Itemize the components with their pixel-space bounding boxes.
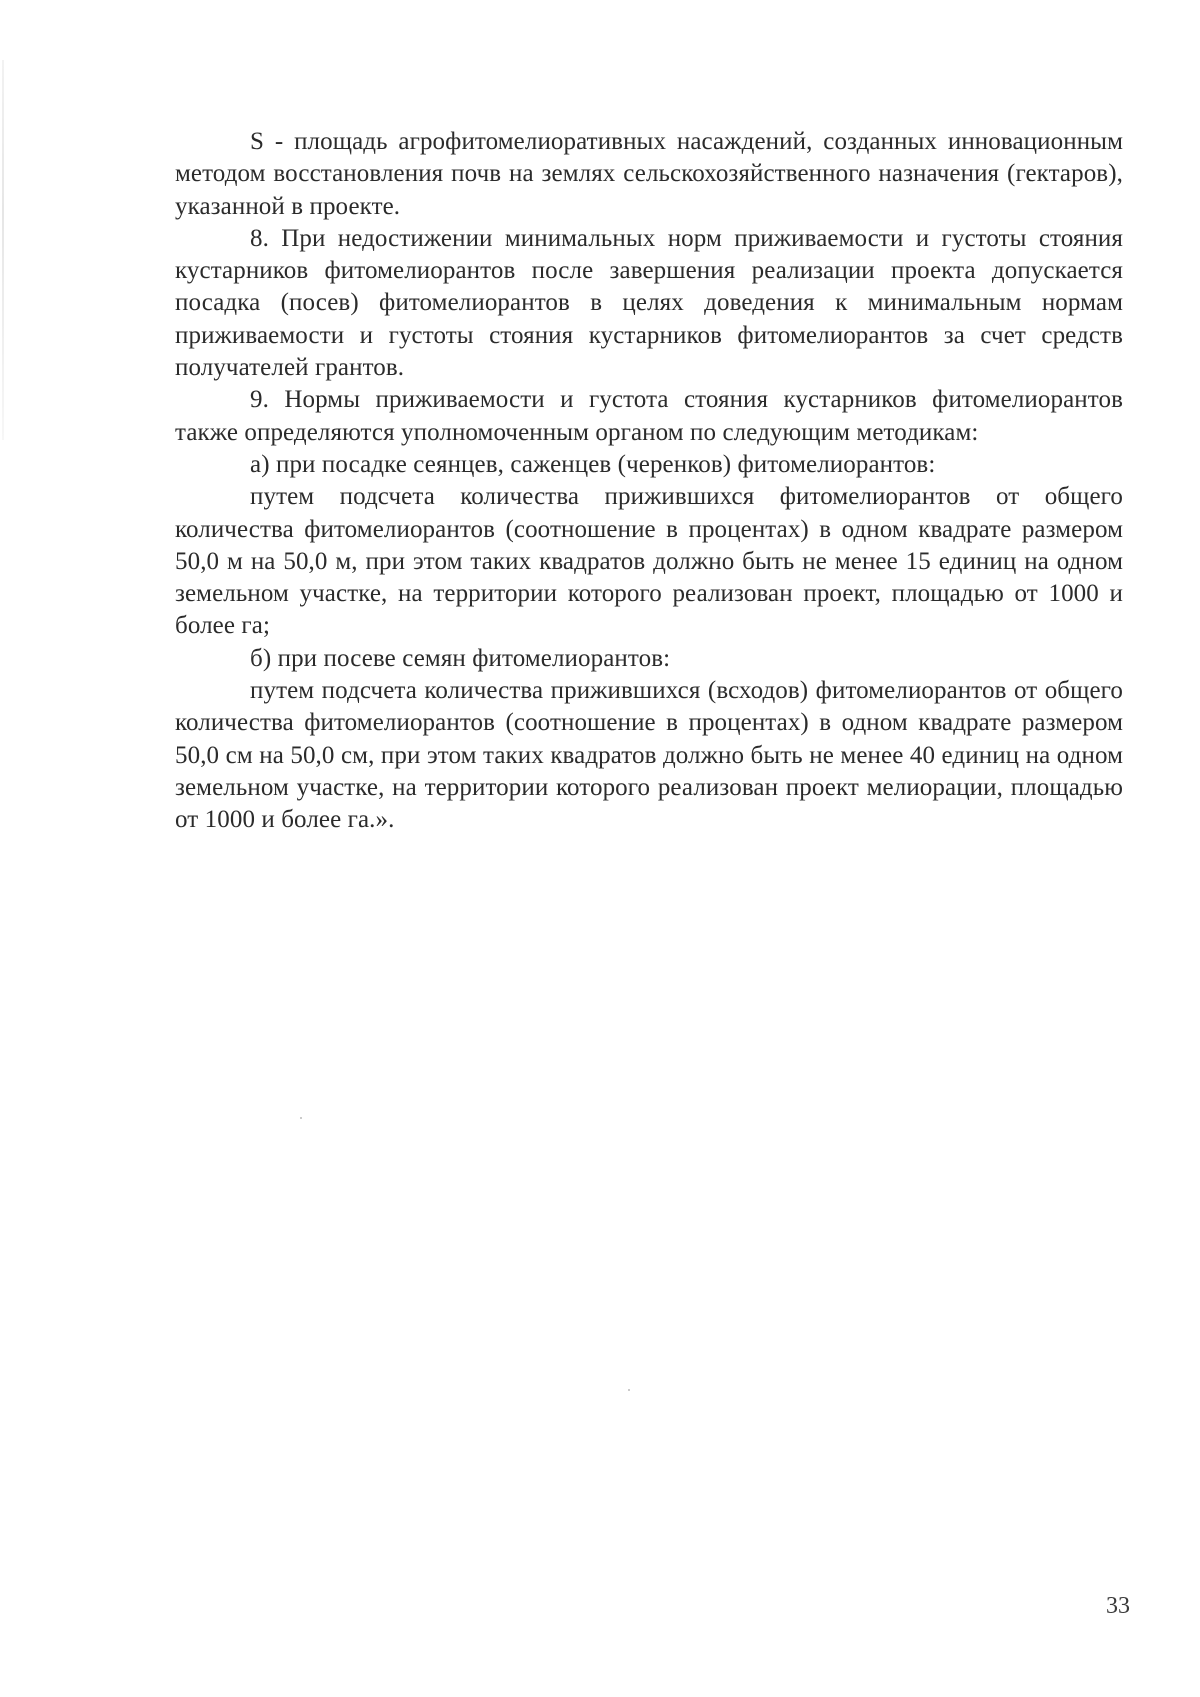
paragraph-subitem-a: а) при посадке сеянцев, саженцев (черенков) фитомелиорантов: <box>250 450 936 478</box>
document-body <box>175 126 1123 837</box>
page-number: 33 <box>1106 1593 1130 1619</box>
paragraph-method-b: путем подсчета количества прижившихся (всходов) фитомелиорантов от общего количества фитомелиорантов (соотношение в процентах) в одном квадрате размером 50,0 см на 50,0 см, при этом таких квадратов должно быть не менее 40 единиц на одном земельном участке, на территории которого реализован проект мелиорации, площадью от 1000 и более га.». <box>175 677 1123 834</box>
paragraph-definition-s: S - площадь агрофитомелиоративных насаждений, созданных инновационным методом восстановления почв на землях сельскохозяйственного назначения (гектаров), указанной в проекте. <box>175 128 1123 220</box>
paragraph-subitem-b: б) при посеве семян фитомелиорантов: <box>250 644 671 672</box>
scan-speck <box>300 1117 302 1119</box>
scan-edge-shadow <box>2 60 4 440</box>
paragraph-item-8: 8. При недостижении минимальных норм приживаемости и густоты стояния кустарников фитомелиорантов после завершения реализации проекта допускается посадка (посев) фитомелиорантов в целях доведения к минимальным нормам приживаемости и густоты стояния кустарников фитомелиорантов за счет средств получателей грантов. <box>175 224 1123 382</box>
paragraph-item-9: 9. Нормы приживаемости и густота стояния кустарников фитомелиорантов также определяются уполномоченным органом по следующим методикам: <box>175 386 1123 446</box>
scan-speck <box>628 1389 630 1391</box>
paragraph-method-a: путем подсчета количества прижившихся фитомелиорантов от общего количества фитомелиорантов (соотношение в процентах) в одном квадрате размером 50,0 м на 50,0 м, при этом таких квадратов должно быть не менее 15 единиц на одном земельном участке, на территории которого реализован проект, площадью от 1000 и более га; <box>175 483 1123 640</box>
